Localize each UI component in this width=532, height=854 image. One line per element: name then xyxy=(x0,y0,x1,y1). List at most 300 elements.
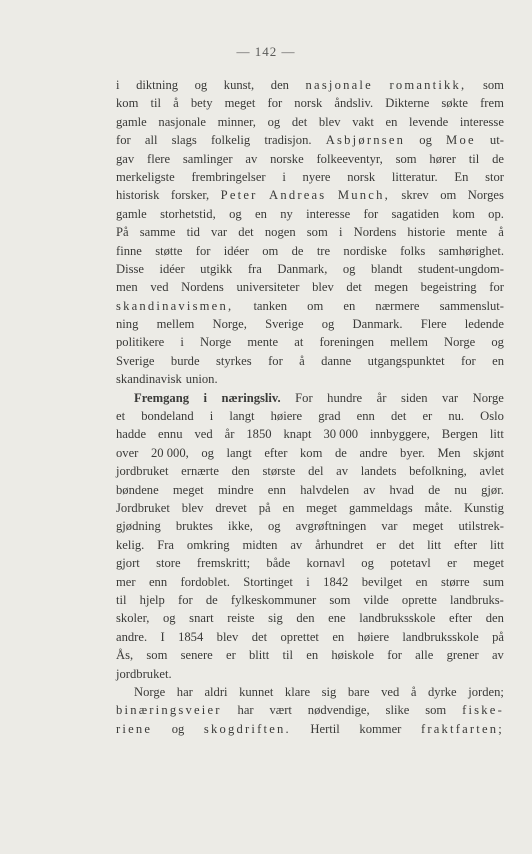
text-word: finne xyxy=(116,243,142,258)
text-word: som xyxy=(146,648,168,663)
text-word: En xyxy=(454,169,469,184)
text-word: som xyxy=(306,225,328,240)
text-word: til xyxy=(468,151,480,166)
text-word: historie xyxy=(407,225,446,240)
text-word: skoler, xyxy=(116,611,150,626)
text-word: i xyxy=(338,225,343,240)
text-line xyxy=(116,462,504,480)
text-line xyxy=(116,573,504,591)
text-line xyxy=(116,333,504,351)
text-word: meget xyxy=(306,500,338,515)
text-word: utilstrek- xyxy=(458,519,504,534)
text-word: 30 000 xyxy=(323,427,359,442)
text-word: Norge xyxy=(444,335,476,350)
text-word: større xyxy=(440,574,470,589)
text-word: hadde xyxy=(116,427,147,442)
text-word: kunst, xyxy=(223,78,255,92)
text-word: For xyxy=(295,390,313,405)
text-word: slags xyxy=(171,133,197,148)
text-word: nogen xyxy=(264,225,296,240)
text-word: blandt xyxy=(370,261,403,276)
text-word: alle xyxy=(415,648,434,663)
text-word: ledende xyxy=(464,317,504,332)
text-word: skandinavisk xyxy=(116,372,182,387)
text-word: det xyxy=(291,114,308,129)
text-word: interesse xyxy=(459,114,504,129)
text-word: blev xyxy=(318,114,341,129)
body-text xyxy=(116,76,504,738)
text-word: befolkning, xyxy=(409,464,467,479)
text-word: i xyxy=(180,335,184,350)
text-word: Sverige xyxy=(265,317,304,332)
text-word: Jordbruket xyxy=(116,500,170,515)
text-word: 1854 xyxy=(178,629,204,644)
text-word: er xyxy=(376,537,387,552)
text-word: som xyxy=(482,78,504,92)
text-word: for xyxy=(461,353,476,368)
text-word: ved xyxy=(150,280,169,295)
text-word: år xyxy=(376,390,387,405)
text-word: bondeland xyxy=(141,409,194,424)
text-word: slike xyxy=(385,703,410,718)
text-word: som xyxy=(329,592,351,607)
text-word: høiere xyxy=(357,629,390,644)
text-line xyxy=(116,683,504,701)
text-word: kelig. xyxy=(116,537,145,552)
text-word: sig xyxy=(268,611,283,626)
text-word: folkeeventyr, xyxy=(316,151,383,166)
text-word: efter xyxy=(454,537,478,552)
text-word: i xyxy=(306,574,310,589)
text-line xyxy=(116,131,504,149)
text-word: mer xyxy=(116,574,136,589)
text-word: mellem xyxy=(156,317,195,332)
text-word: en xyxy=(492,353,504,368)
text-word: den xyxy=(270,78,289,92)
text-word: for xyxy=(116,133,131,148)
text-word: har xyxy=(176,684,193,699)
text-word: landets xyxy=(360,464,397,479)
text-word: sig xyxy=(321,684,337,699)
text-word: for xyxy=(195,243,211,258)
text-word: og xyxy=(321,317,335,332)
text-word: Andreas xyxy=(269,188,327,203)
text-word: at xyxy=(294,335,304,350)
text-word: hundre xyxy=(327,390,363,405)
text-word: gjort xyxy=(116,556,140,571)
text-word: fordoblet. xyxy=(180,574,230,589)
text-word: danne xyxy=(321,353,352,368)
text-line xyxy=(116,389,504,407)
text-word: for xyxy=(268,353,283,368)
text-word: fiske- xyxy=(462,703,504,718)
text-word: Munch, xyxy=(337,188,390,203)
text-word: Danmark, xyxy=(277,261,328,276)
text-word: politikere xyxy=(116,335,165,350)
text-word: styrkes xyxy=(215,353,252,368)
text-word: har xyxy=(237,703,254,718)
text-word: det xyxy=(346,280,362,295)
text-word: Nordens xyxy=(353,225,397,240)
text-word: binæringsveier xyxy=(116,703,222,718)
text-word: snart xyxy=(189,611,214,626)
text-word: nasjonale xyxy=(158,114,206,129)
text-word: var xyxy=(442,390,459,405)
text-word: om xyxy=(262,243,279,258)
text-word: nærmere xyxy=(375,298,420,313)
text-word: omkring xyxy=(186,537,230,552)
text-word: nasjonale xyxy=(305,78,373,92)
text-word: for xyxy=(178,592,193,607)
text-word: På xyxy=(116,225,129,240)
text-word: var xyxy=(211,225,228,240)
text-word: ning xyxy=(116,317,139,332)
text-line xyxy=(116,425,504,443)
text-word: for xyxy=(387,648,402,663)
text-word: gjødning xyxy=(116,519,161,534)
text-word: i xyxy=(282,169,286,184)
text-word: er xyxy=(422,409,433,424)
page-number: — 142 — xyxy=(236,44,296,59)
text-word: norsk xyxy=(347,169,376,184)
text-word: de xyxy=(291,243,304,258)
text-word: merkeligste xyxy=(116,169,175,184)
text-line xyxy=(116,481,504,499)
text-line xyxy=(116,665,504,683)
text-word: hvad xyxy=(389,482,414,497)
text-word: av xyxy=(491,648,504,663)
text-word: Dikterne xyxy=(385,96,430,111)
text-word: og xyxy=(361,556,374,571)
text-line xyxy=(116,701,504,719)
text-word: avlet xyxy=(479,464,504,479)
text-word: til xyxy=(150,96,161,111)
text-word: et xyxy=(116,409,126,424)
text-word: hjelp xyxy=(139,592,165,607)
text-word: litt xyxy=(489,427,504,442)
text-word: flere xyxy=(147,151,171,166)
text-word: for xyxy=(363,206,379,221)
text-word: og xyxy=(229,206,242,221)
text-word: forsker, xyxy=(170,188,210,203)
text-word: bety xyxy=(190,96,213,111)
text-line xyxy=(116,278,504,296)
text-word: blev xyxy=(312,280,334,295)
text-word: å xyxy=(498,225,504,240)
text-word: ny xyxy=(280,206,293,221)
text-word: ennu xyxy=(158,427,183,442)
text-word: Men xyxy=(437,445,461,460)
text-word: over xyxy=(116,445,139,460)
text-line xyxy=(116,242,504,260)
text-word: kommer xyxy=(359,721,402,736)
text-word: nordiske xyxy=(343,243,387,258)
text-word: åndsliv. xyxy=(334,96,374,111)
text-word: sammenslut- xyxy=(439,298,504,313)
text-word: 1850 xyxy=(246,427,272,442)
text-word: en xyxy=(415,574,428,589)
text-word: det xyxy=(398,537,415,552)
text-word: byer. xyxy=(400,445,425,460)
text-word: på xyxy=(258,500,271,515)
text-word: på xyxy=(492,629,504,644)
text-word: student-ungdom- xyxy=(417,261,504,276)
text-word: de xyxy=(428,482,441,497)
text-word: en xyxy=(385,114,398,129)
text-word: jordbruket. xyxy=(116,666,172,681)
text-word: idéer xyxy=(223,243,249,258)
text-word: for xyxy=(489,280,504,295)
text-word: de xyxy=(205,592,218,607)
text-word: de xyxy=(334,445,347,460)
text-word: en xyxy=(332,629,345,644)
text-line xyxy=(116,646,504,664)
text-line xyxy=(116,223,504,241)
text-word: knapt xyxy=(283,427,312,442)
text-word: og xyxy=(194,78,208,92)
text-word: de xyxy=(492,151,504,166)
text-word: men xyxy=(116,280,138,295)
text-line xyxy=(116,186,504,204)
text-word: til xyxy=(116,592,127,607)
text-line xyxy=(116,150,504,168)
text-word: grad xyxy=(318,409,341,424)
text-word: tre xyxy=(316,243,331,258)
text-word: næringsliv. xyxy=(221,390,281,405)
text-word: foreningen xyxy=(319,335,374,350)
text-word: å xyxy=(410,684,417,699)
text-word: midten xyxy=(242,537,278,552)
text-word: skogdriften. xyxy=(203,721,291,736)
text-word: folkelig xyxy=(210,133,251,148)
text-word: bare xyxy=(347,684,370,699)
text-word: langt xyxy=(229,409,255,424)
text-word: potetavl xyxy=(390,556,431,571)
text-word: drevet xyxy=(215,500,247,515)
text-word: langt xyxy=(226,445,252,460)
text-word: både xyxy=(266,556,291,571)
text-word: og xyxy=(171,721,185,736)
text-word: ved xyxy=(194,427,213,442)
text-word: vakt xyxy=(352,114,374,129)
text-word: søkte xyxy=(441,96,468,111)
text-word: storhetstid, xyxy=(160,206,216,221)
text-word: gav xyxy=(116,151,135,166)
text-word: år xyxy=(224,427,235,442)
text-word: en xyxy=(343,298,356,313)
text-word: innbyggere, xyxy=(370,427,430,442)
text-word: idéer xyxy=(159,261,185,276)
text-word: den xyxy=(296,611,315,626)
text-word: sum xyxy=(483,574,504,589)
text-word: samhørighet. xyxy=(438,243,504,258)
text-word: i xyxy=(209,409,214,424)
text-line xyxy=(116,352,504,370)
text-word: meget xyxy=(412,519,444,534)
text-word: ut- xyxy=(489,133,504,148)
text-word: skandinavismen, xyxy=(116,298,234,313)
text-word: halvdelen xyxy=(300,482,350,497)
text-line xyxy=(116,297,504,315)
text-line xyxy=(116,499,504,517)
text-word: frembringelser xyxy=(191,169,266,184)
text-word: andre xyxy=(359,445,388,460)
text-word: måte. xyxy=(424,500,453,515)
text-word: Disse xyxy=(116,261,144,276)
text-word: avgrøftningen xyxy=(295,519,367,534)
text-word: fra xyxy=(247,261,262,276)
text-word: folks xyxy=(400,243,426,258)
text-word: ved xyxy=(381,684,400,699)
text-word: klare xyxy=(284,684,311,699)
text-word: høiere xyxy=(270,409,303,424)
text-word: Ås, xyxy=(116,648,134,663)
text-line xyxy=(116,168,504,186)
text-line xyxy=(116,94,504,112)
text-word: er xyxy=(447,556,457,571)
text-word: norske xyxy=(270,151,304,166)
text-word: gammeldags xyxy=(348,500,413,515)
text-word: del xyxy=(308,464,324,479)
text-line xyxy=(116,315,504,333)
text-word: nødvendige, xyxy=(307,703,370,718)
text-word: Bergen xyxy=(441,427,478,442)
text-word: skrev xyxy=(401,188,429,203)
text-word: meget xyxy=(172,482,204,497)
text-line xyxy=(116,720,504,738)
text-word: samlinger xyxy=(182,151,233,166)
text-word: landbruksskole xyxy=(402,629,479,644)
text-word: en xyxy=(254,206,267,221)
text-word: begeistring xyxy=(420,280,477,295)
text-word: i xyxy=(116,78,120,92)
text-word: mente xyxy=(247,335,279,350)
text-word: burde xyxy=(170,353,200,368)
text-word: nu xyxy=(454,482,467,497)
text-line xyxy=(116,536,504,554)
text-word: Fra xyxy=(157,537,175,552)
text-word: Stortinget xyxy=(243,574,293,589)
text-word: en xyxy=(306,648,319,663)
text-word: den xyxy=(485,611,504,626)
text-word: mellem xyxy=(390,335,428,350)
text-word: det xyxy=(251,629,268,644)
text-word: diktning xyxy=(136,78,179,92)
text-word: av xyxy=(363,482,376,497)
text-word: union. xyxy=(185,372,218,387)
text-line xyxy=(116,407,504,425)
text-word: av xyxy=(290,537,303,552)
text-word: utgangspunktet xyxy=(367,353,445,368)
text-word: Danmark. xyxy=(352,317,403,332)
text-word: kom xyxy=(300,445,323,460)
text-word: Norge xyxy=(134,684,166,699)
text-word: som xyxy=(425,703,447,718)
text-word: tid xyxy=(186,225,200,240)
text-word: efter xyxy=(264,445,288,460)
text-word: tradisjon. xyxy=(264,133,312,148)
text-word: støtte xyxy=(155,243,183,258)
text-word: bevilget xyxy=(361,574,403,589)
text-word: nyere xyxy=(302,169,331,184)
text-line xyxy=(116,113,504,131)
text-word: å xyxy=(173,96,179,111)
text-word: landbruks- xyxy=(450,592,504,607)
text-word: nu. xyxy=(448,409,465,424)
text-word: Hertil xyxy=(310,721,340,736)
text-word: i xyxy=(203,390,208,405)
text-word: blev xyxy=(216,629,239,644)
text-word: grener xyxy=(446,648,479,663)
text-word: fylkeskommuner xyxy=(230,592,317,607)
text-word: levende xyxy=(409,114,449,129)
text-word: oprettet xyxy=(280,629,319,644)
text-word: og xyxy=(491,335,504,350)
text-word: kom xyxy=(116,96,139,111)
text-word: mente xyxy=(456,225,488,240)
text-word: Norge, xyxy=(212,317,247,332)
text-word: utgikk xyxy=(200,261,233,276)
text-word: hører xyxy=(429,151,456,166)
text-word: mindre xyxy=(217,482,254,497)
text-word: megen xyxy=(374,280,408,295)
text-word: gamle xyxy=(116,114,147,129)
text-word: litt xyxy=(489,537,504,552)
text-word: ernærte xyxy=(181,464,219,479)
text-word: ikke, xyxy=(228,519,253,534)
text-word: litt xyxy=(427,537,442,552)
text-word: riene xyxy=(116,721,153,736)
text-word: enn xyxy=(267,482,286,497)
text-word: å xyxy=(299,353,305,368)
text-word: Sverige xyxy=(116,353,155,368)
text-line xyxy=(116,370,504,388)
text-word: universiteter xyxy=(236,280,300,295)
text-word: om xyxy=(440,188,457,203)
text-word: sagatiden xyxy=(391,206,440,221)
text-word: fraktfarten; xyxy=(420,721,504,736)
text-word: dyrke xyxy=(427,684,457,699)
text-word: gjør. xyxy=(481,482,504,497)
text-word: Asbjørnsen xyxy=(325,133,406,148)
text-word: Flere xyxy=(420,317,447,332)
text-word: romantikk, xyxy=(389,78,467,92)
text-word: siden xyxy=(400,390,428,405)
text-word: 20 000, xyxy=(150,445,189,460)
text-word: av xyxy=(336,464,349,479)
text-word: store xyxy=(156,556,181,571)
text-word: og xyxy=(163,611,176,626)
text-word: meget xyxy=(473,556,504,571)
text-word: og xyxy=(267,114,281,129)
text-word: fremskritt; xyxy=(196,556,251,571)
text-word: er xyxy=(225,648,236,663)
text-word: var xyxy=(381,519,398,534)
text-word: jorden; xyxy=(468,684,504,699)
text-word: interesse xyxy=(306,206,351,221)
text-line xyxy=(116,76,504,94)
text-word: Peter xyxy=(220,188,258,203)
text-word: største xyxy=(262,464,296,479)
text-line xyxy=(116,444,504,462)
text-line xyxy=(116,591,504,609)
text-word: Norges xyxy=(467,188,504,203)
text-word: bøndene xyxy=(116,482,159,497)
text-word: minner, xyxy=(217,114,256,129)
text-word: aldri xyxy=(204,684,228,699)
text-word: for xyxy=(267,96,283,111)
text-word: enn xyxy=(356,409,375,424)
